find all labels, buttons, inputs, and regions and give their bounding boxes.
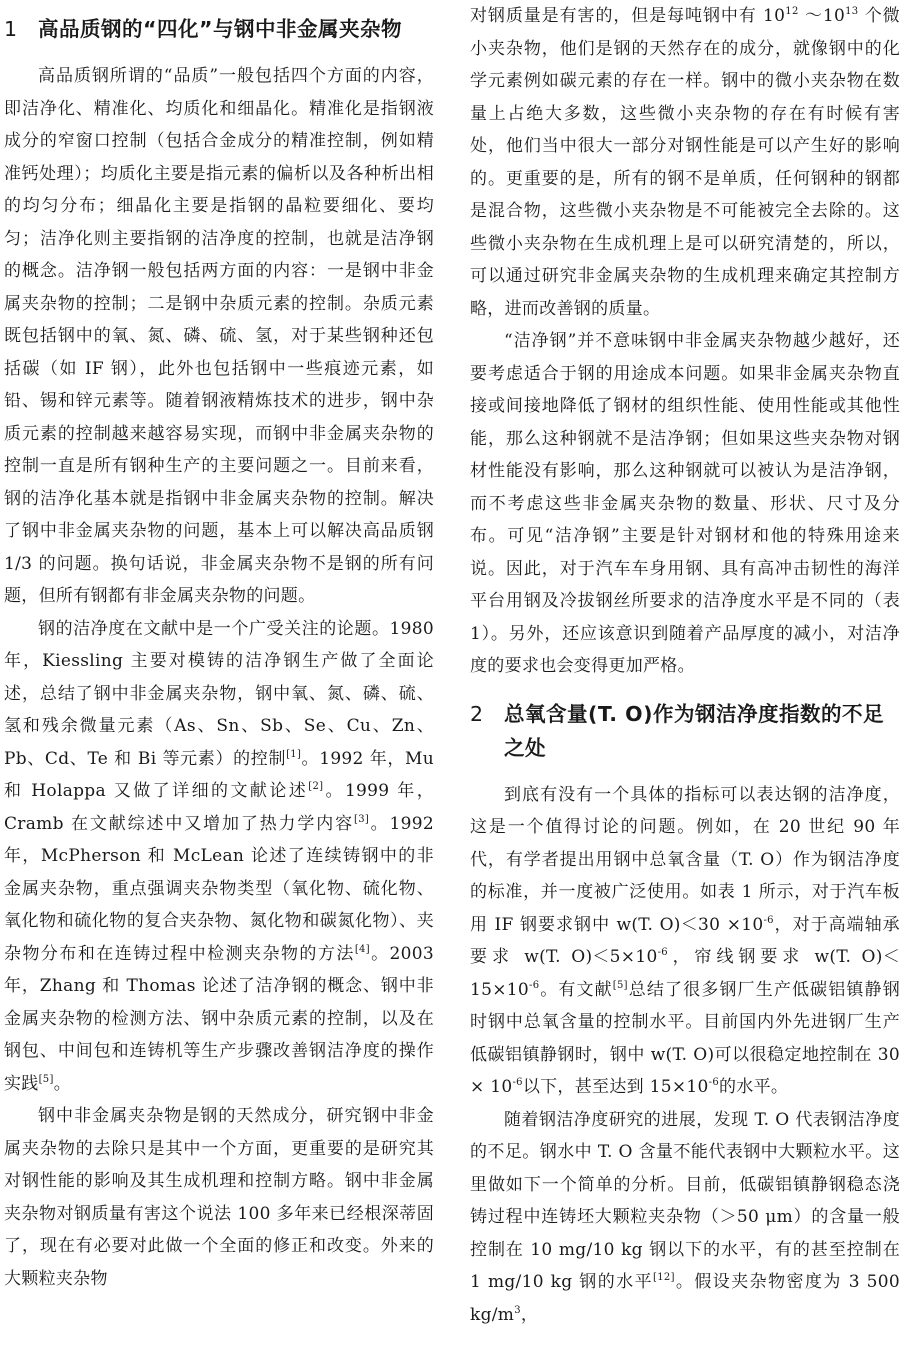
- section-2-number: 2: [470, 701, 484, 726]
- left-column: [4, 0, 434, 1295]
- section-1-number: 1: [4, 17, 18, 41]
- paragraph-large-inclusions: 随着钢洁净度研究的进展，发现 T. O 代表钢洁净度的不足。钢水中 T. O 含量不能代表钢中大颗粒水平。这里做如下一个简单的分析。目前，低碳铝镇静钢稳态浇铸过程中连铸坯大颗粒夹杂物（＞50 μm）的含量一般控制在 10 mg/10 kg 钢以下的水平，有的甚至控制在 1 mg/10 kg 钢的水平[12]。假设夹杂物密度为 3 500 $kg/m^3$，: [470, 1109, 900, 1325]
- citation-ref: [5]: [612, 979, 628, 991]
- paragraph-total-oxygen: 到底有没有一个具体的指标可以表达钢的洁净度，这是一个值得讨论的问题。例如，在 20 世纪 90 年代，有学者提出用钢中总氧含量（T. O）作为钢洁净度的标准，并一度被广泛使用。如表 1 所示，对于汽车板用 IF 钢要求钢中 w(T. $O)<30 \times 10^{-6}$，对于高端轴承要求 w(T. $O)<5\times 10^{-6}$，帘线钢要求 w(T. $O)<15\times 10^{-6}$。有文献[5]总结了很多钢厂生产低碳铝镇静钢时钢中总氧含量的控制水平。目前国内外先进钢厂生产低碳铝镇静钢时，钢中 w(T. O)可以很稳定地控制在 $30 \times 10^{-6}$以下，甚至达到 $15\times 10^{-6}$的水平。: [470, 784, 900, 1097]
- section-1-heading: [4, 12, 434, 46]
- paragraph-quality-four: 高品质钢所谓的“品质”一般包括四个方面的内容，即洁净化、精准化、均质化和细晶化。精准化是指钢液成分的窄窗口控制（包括合金成分的精准控制，例如精准钙处理）；均质化主要是指元素的偏析以及各种析出相的均匀分布；细晶化主要是指钢的晶粒要细化、要均匀；洁净化则主要指钢的洁净度的控制，也就是洁净钢的概念。洁净钢一般包括两方面的内容：一是钢中非金属夹杂物的控制；二是钢中杂质元素的控制。杂质元素既包括钢中的氧、氮、磷、硫、氢，对于某些钢种还包括碳（如 IF 钢），此外也包括钢中一些痕迹元素，如铅、锡和锌元素等。随着钢液精炼技术的进步，钢中杂质元素的控制越来越容易实现，而钢中非金属夹杂物的控制一直是所有钢种生产的主要问题之一。目前来看，钢的洁净化基本就是指钢中非金属夹杂物的控制。解决了钢中非金属夹杂物的问题，基本上可以解决高品质钢 1/3 的问题。换句话说，非金属夹杂物不是钢的所有问题，但所有钢都有非金属夹杂物的问题。: [4, 66, 434, 606]
- section-2-title: 总氧含量(T. O)作为钢洁净度指数的不足之处: [504, 701, 884, 760]
- paragraph-literature-review: 钢的洁净度在文献中是一个广受关注的论题。1980 年，Kiessling 主要对模铸的洁净钢生产做了全面论述，总结了钢中非金属夹杂物，钢中氧、氮、磷、硫、氢和残余微量元素（As、Sn、Sb、Se、Cu、Zn、Pb、Cd、Te 和 Bi 等元素）的控制[1]。1992 年，Mu 和 Holappa 又做了详细的文献论述[2]。1999 年，Cramb 在文献综述中又增加了热力学内容[3]。1992 年，McPherson 和 McLean 论述了连续铸钢中的非金属夹杂物，重点强调夹杂物类型（氧化物、硫化物、氧化物和硫化物的复合夹杂物、氮化物和碳氮化物）、夹杂物分布和在连铸过程中检测夹杂物的方法[4]。2003 年，Zhang 和 Thomas 论述了洁净钢的概念、钢中非金属夹杂物的检测方法、钢中杂质元素的控制，以及在钢包、中间包和连铸机等生产步骤改善钢洁净度的操作实践[5]。: [4, 618, 435, 1094]
- right-column: [470, 0, 900, 1331]
- paragraph-natural-inclusions: 钢中非金属夹杂物是钢的天然成分，研究钢中非金属夹杂物的去除只是其中一个方面，更重要的是研究其对钢性能的影响及其生成机理和控制方略。钢中非金属夹杂物对钢质量有害这个说法 100 多年来已经根深蒂固了，现在有必要对此做一个全面的修正和改变。外来的大颗粒夹杂物: [4, 1106, 434, 1289]
- paragraph-clean-steel: “洁净钢”并不意味钢中非金属夹杂物越少越好，还要考虑适合于钢的用途成本问题。如果非金属夹杂物直接或间接地降低了钢材的组织性能、使用性能或其他性能，那么这种钢就不是洁净钢；但如果这些夹杂物对钢材性能没有影响，那么这种钢就可以被认为是洁净钢，而不考虑这些非金属夹杂物的数量、形状、尺寸及分布。可见“洁净钢”主要是针对钢材和他的特殊用途来说。因此，对于汽车车身用钢、具有高冲击韧性的海洋平台用钢及冷拔钢丝所要求的洁净度水平是不同的（表 1）。另外，还应该意识到随着产品厚度的减小，对洁净度的要求也会变得更加严格。: [470, 331, 900, 676]
- citation-ref: [3]: [354, 813, 370, 825]
- paragraph-continued: 对钢质量是有害的，但是每吨钢中有 $10^{12}$ $\sim 10^{13}$ 个微小夹杂物，他们是钢的天然存在的成分，就像钢中的化学元素例如碳元素的存在一样。钢中的微小夹杂物在数量上占绝大多数，这些微小夹杂物的存在有时候有害处，他们当中很大一部分对钢性能是可以产生好的影响的。更重要的是，所有的钢不是单质，任何钢种的钢都是混合物，这些微小夹杂物是不可能被完全去除的。这些微小夹杂物在生成机理上是可以研究清楚的，所以，可以通过研究非金属夹杂物的生成机理来确定其控制方略，进而改善钢的质量。: [470, 6, 900, 319]
- citation-ref: [1]: [286, 748, 302, 760]
- section-2-heading: [470, 697, 900, 765]
- citation-ref: [12]: [653, 1272, 675, 1283]
- section-1-title: 高品质钢的“四化”与钢中非金属夹杂物: [38, 17, 402, 41]
- citation-ref: [5]: [38, 1073, 54, 1085]
- citation-ref: [4]: [354, 943, 370, 955]
- citation-ref: [2]: [308, 781, 324, 792]
